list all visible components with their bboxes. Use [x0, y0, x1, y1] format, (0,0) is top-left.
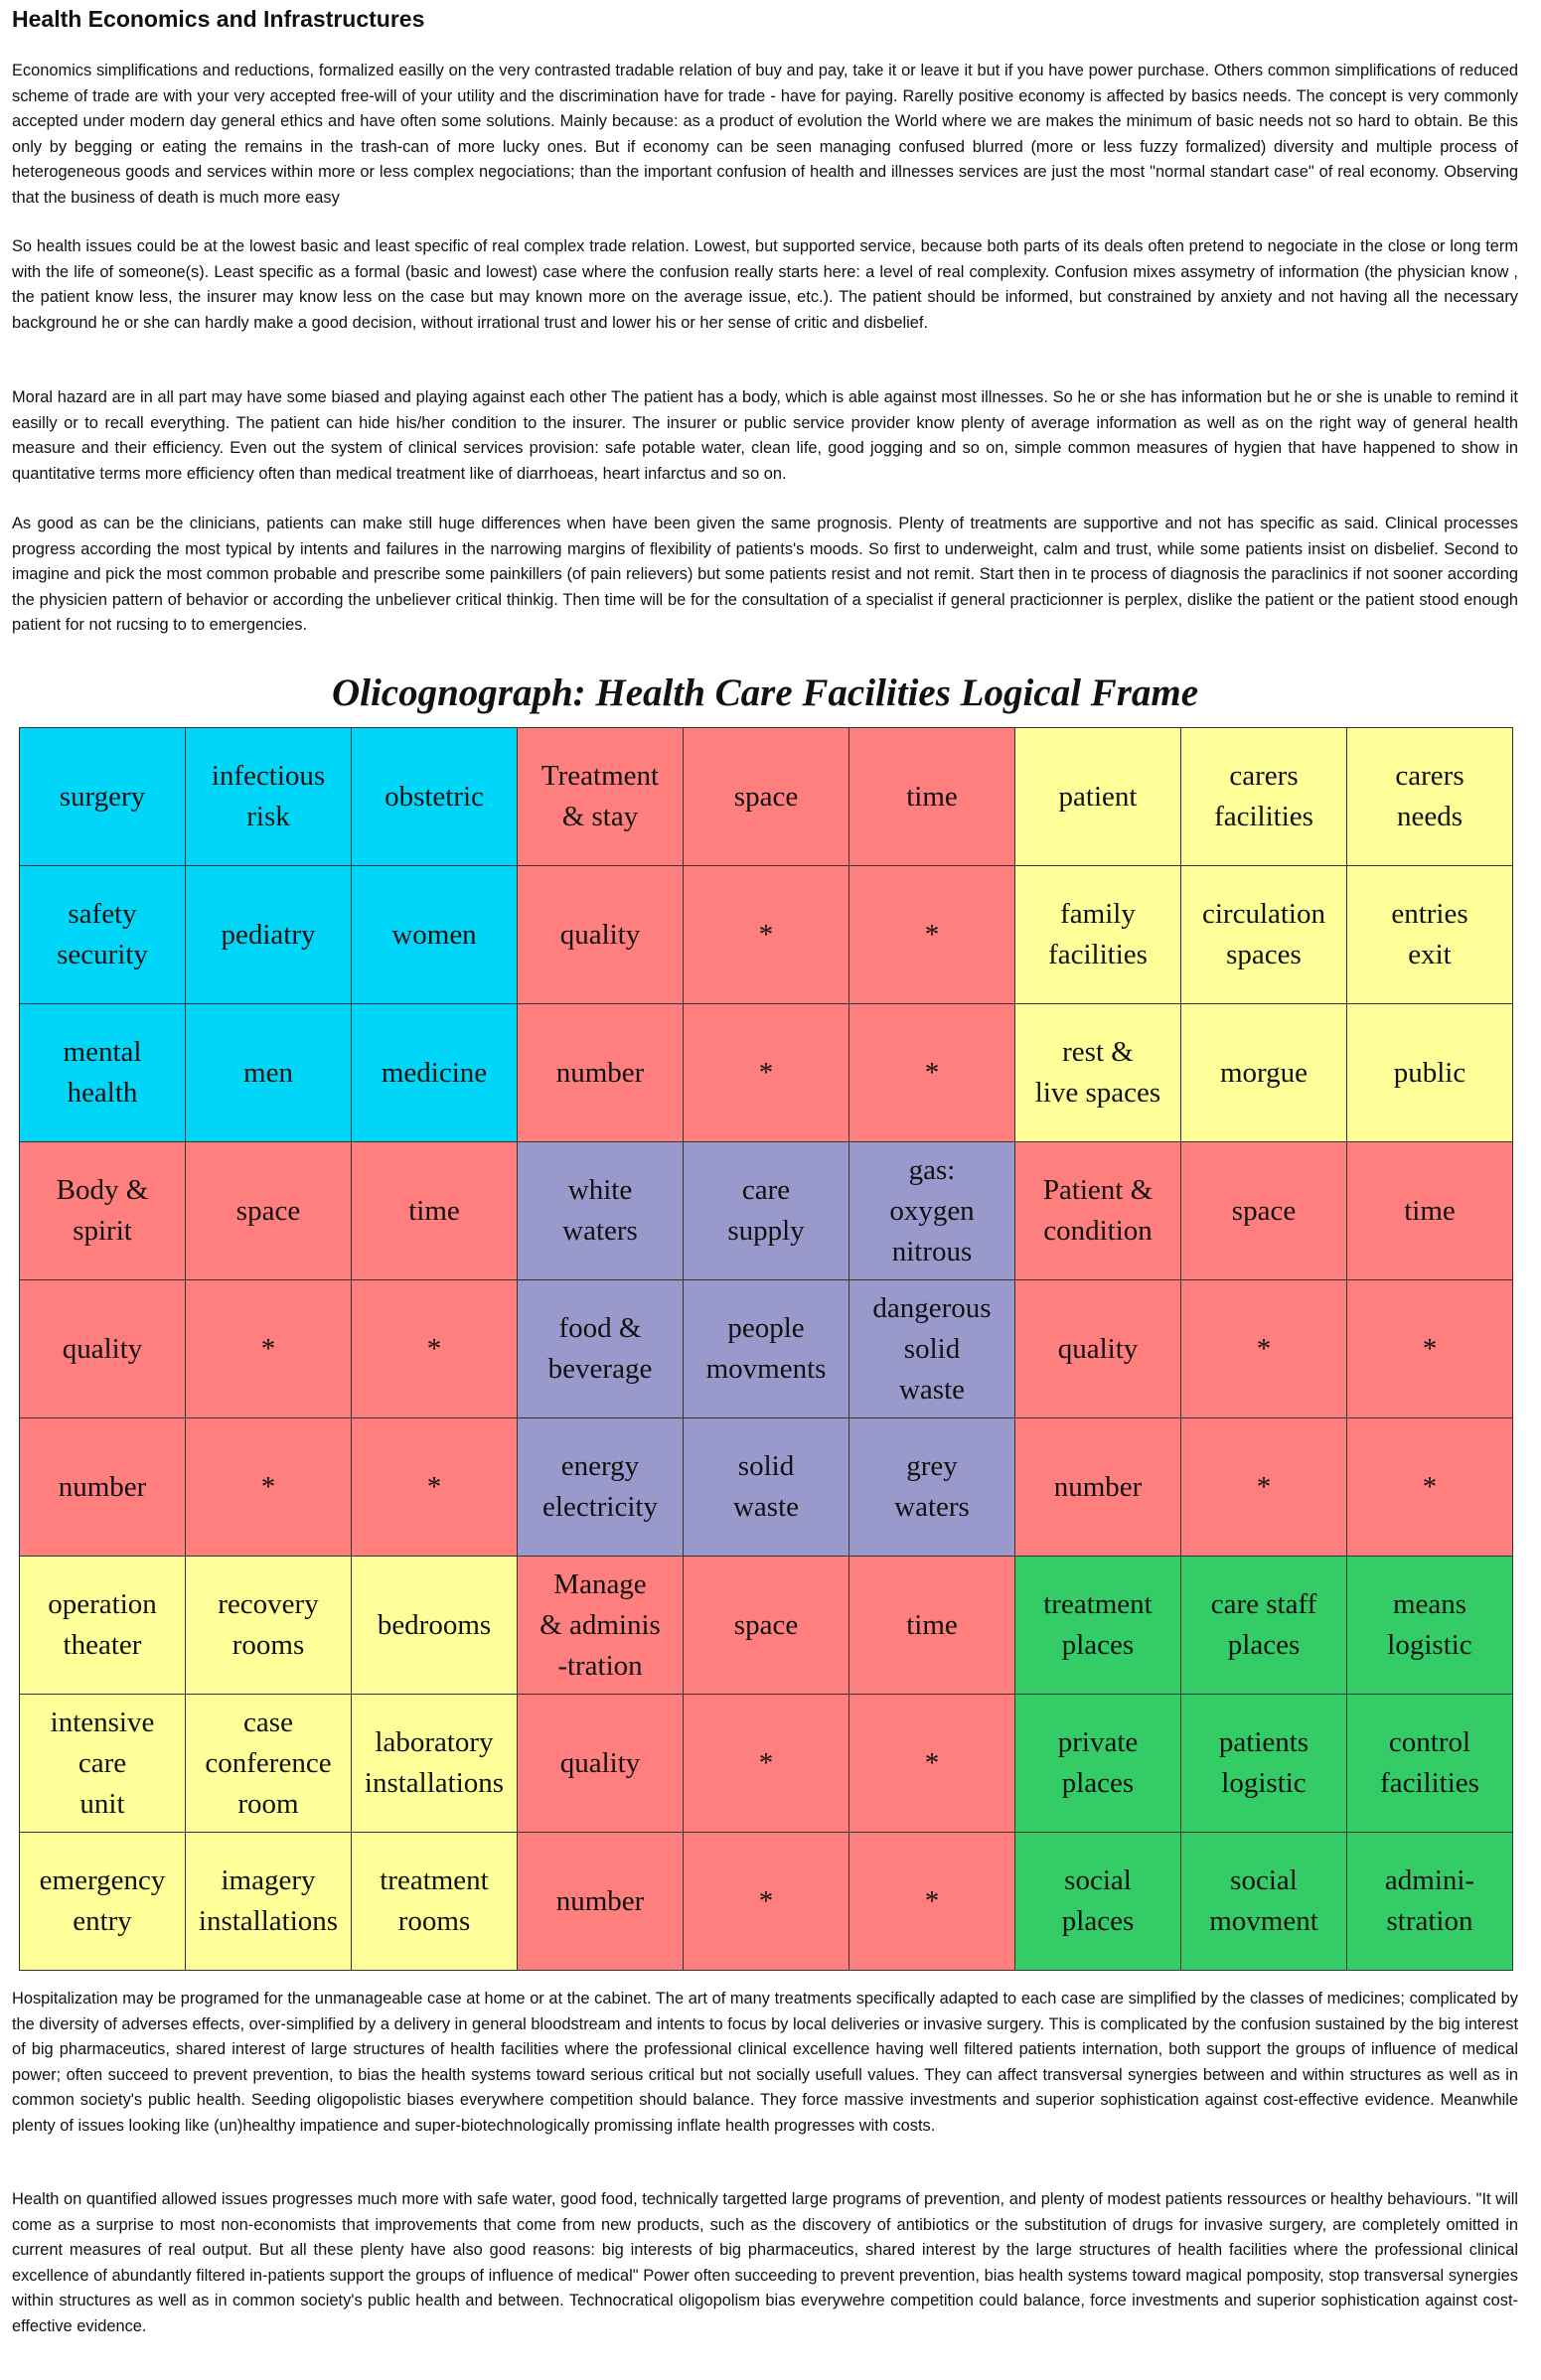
grid-cell: number: [518, 1833, 684, 1971]
grid-cell: dangerous solid waste: [849, 1280, 1015, 1418]
grid-cell: admini- stration: [1347, 1833, 1513, 1971]
grid-cell: number: [518, 1004, 684, 1142]
intro-paragraph-1: Economics simplifications and reductions, formalized easilly on the very contrasted tradable relation of buy and pay, take it or leave it but if you have power purchase. Others common simplifications of reduced scheme of trade are with your very accepted free-will of your utility and the discrimination have for trade - have for paying. Rarelly positive economy is affected by basics needs. The concept is very commonly accepted under modern day general ethics and have often some solutions. Mainly because: as a product of evolution the World where we are makes the minimum of basic needs not so hard to obtain. Be this only by begging or eating the remains in the trash-can of more lucky ones. But if economy can be seen managing confused blurred (more or less fuzzy formalized) diversity and multiple process of heterogeneous goods and services within more or less complex negociations; than the important confusion of health and illnesses services are just the most "normal standart case" of real economy. Observing that the business of death is much more easy: [12, 62, 1518, 207]
grid-cell: Body & spirit: [20, 1142, 186, 1280]
grid-cell: medicine: [352, 1004, 518, 1142]
intro-paragraph-4: As good as can be the clinicians, patients can make still huge differences when have been given the same prognosis. Plenty of treatments are supportive and not has specific as said. Clinical processes progress according the most typical by intents and failures in the narrowing margins of flexibility of patients's moods. So first to underweight, calm and trust, while some patients insist on disbelief. Second to imagine and pick the most common probable and prescribe some painkillers (of pain relievers) but some patients resist and not remit. Start then in te process of diagnosis the paraclinics if not sooner according the physicien pattern of behavior or according the unbeliever critical thinkig. Then time will be for the consultation of a specialist if general practicionner is perplex, dislike the patient or the patient stood enough patient for not rucsing to to emergencies.: [12, 515, 1518, 634]
grid-cell: *: [352, 1280, 518, 1418]
grid-cell: *: [1347, 1280, 1513, 1418]
grid-cell: *: [352, 1418, 518, 1557]
outro-paragraph-2: Health on quantified allowed issues progresses much more with safe water, good food, technically targetted large programs of prevention, and plenty of modest patients ressources or healthy behaviours. "It will come as a surprise to most non-economists that improvements that come from new products, such as the discovery of antibiotics or the substitution of drugs for invasive surgery, are completely omitted in current measures of real output. But all these plenty have also good reasons: big interests of big pharmaceutics, shared interest by the large structures of health facilities where the professional clinical excellence of abundantly filtered in-patients support the groups of influence of medical" Power often succeeding to prevent prevention, bias health systems toward magical pomposity, stop transversal synergies within structures as well as in common society's public health and between. Technocratical oligopolism bias everywehre competition could balance, force investments and superior sophistication against cost-effective evidence.: [12, 2190, 1518, 2335]
grid-cell: circulation spaces: [1181, 866, 1347, 1004]
grid-cell: quality: [518, 1695, 684, 1833]
grid-cell: *: [684, 866, 849, 1004]
grid-cell: *: [684, 1833, 849, 1971]
grid-cell: Treatment & stay: [518, 728, 684, 866]
grid-cell: *: [186, 1280, 352, 1418]
grid-cell: public: [1347, 1004, 1513, 1142]
grid-cell: space: [684, 1557, 849, 1695]
grid-cell: quality: [1015, 1280, 1181, 1418]
grid-cell: social places: [1015, 1833, 1181, 1971]
grid-cell: time: [352, 1142, 518, 1280]
grid-cell: emergency entry: [20, 1833, 186, 1971]
figure-title: Olicognograph: Health Care Facilities Logical Frame: [331, 671, 1199, 714]
grid-cell: entries exit: [1347, 866, 1513, 1004]
grid-cell: social movment: [1181, 1833, 1347, 1971]
grid-cell: intensive care unit: [20, 1695, 186, 1833]
grid-cell: means logistic: [1347, 1557, 1513, 1695]
grid-cell: *: [849, 1695, 1015, 1833]
grid-cell: safety security: [20, 866, 186, 1004]
grid-cell: obstetric: [352, 728, 518, 866]
grid-cell: morgue: [1181, 1004, 1347, 1142]
grid-cell: bedrooms: [352, 1557, 518, 1695]
intro-paragraph-2: So health issues could be at the lowest basic and least specific of real complex trade relation. Lowest, but supported service, because both parts of its deals often pretend to negociate in the close or long term with the life of someone(s). Least specific as a formal (basic and lowest) case where the confusion really starts here: a level of real complexity. Confusion mixes assymetry of information (the physician know , the patient know less, the insurer may know less on the case but may known more on the average issue, etc.). The patient should be informed, but constrained by anxiety and not having all the necessary background he or she can hardly make a good decision, without irrational trust and lower his or her sense of critic and disbelief.: [12, 237, 1518, 332]
grid-cell: energy electricity: [518, 1418, 684, 1557]
logical-frame-grid: [19, 727, 1513, 1971]
grid-cell: space: [1181, 1142, 1347, 1280]
grid-cell: *: [1181, 1280, 1347, 1418]
grid-cell: laboratory installations: [352, 1695, 518, 1833]
grid-cell: mental health: [20, 1004, 186, 1142]
grid-cell: care supply: [684, 1142, 849, 1280]
grid-cell: pediatry: [186, 866, 352, 1004]
grid-cell: treatment places: [1015, 1557, 1181, 1695]
grid-cell: operation theater: [20, 1557, 186, 1695]
grid-cell: gas: oxygen nitrous: [849, 1142, 1015, 1280]
grid-cell: infectious risk: [186, 728, 352, 866]
grid-cell: recovery rooms: [186, 1557, 352, 1695]
grid-cell: surgery: [20, 728, 186, 866]
grid-cell: carers needs: [1347, 728, 1513, 866]
grid-cell: private places: [1015, 1695, 1181, 1833]
grid-cell: space: [186, 1142, 352, 1280]
grid-cell: quality: [518, 866, 684, 1004]
grid-cell: time: [1347, 1142, 1513, 1280]
grid-cell: treatment rooms: [352, 1833, 518, 1971]
grid-cell: carers facilities: [1181, 728, 1347, 866]
grid-cell: quality: [20, 1280, 186, 1418]
grid-cell: patient: [1015, 728, 1181, 866]
grid-cell: men: [186, 1004, 352, 1142]
grid-cell: *: [849, 1004, 1015, 1142]
grid-cell: case conference room: [186, 1695, 352, 1833]
grid-cell: *: [186, 1418, 352, 1557]
outro-paragraph-1: Hospitalization may be programed for the unmanageable case at home or at the cabinet. The art of many treatments specifically adapted to each case are simplified by the classes of medicines; complicated by the diversity of adverses effects, over-simplified by a delivery in general bloodstream and intents to focus by local deliveries or invasive surgery. This is complicated by the confusion sustained by the big interest of big pharmaceutics, shared interest of large structures of health facilities where the professional clinical excellence having well filtered patients internation, both support the groups of influence of medical power; often succeed to prevent prevention, to bias the health systems toward serious critical but not socially usefull values. They can affect transversal synergies between and within structures as well as in common society's public health. Seeding oligopolistic biases everywhere competition should balance. They force massive investments and superior sophistication against cost-effective evidence. Meanwhile plenty of issues looking like (un)healthy impatience and super-biotechnologically promissing inflate health progresses with costs.: [12, 1990, 1518, 2135]
grid-cell: food & beverage: [518, 1280, 684, 1418]
grid-cell: rest & live spaces: [1015, 1004, 1181, 1142]
grid-cell: patients logistic: [1181, 1695, 1347, 1833]
grid-cell: grey waters: [849, 1418, 1015, 1557]
grid-cell: white waters: [518, 1142, 684, 1280]
intro-paragraph-3: Moral hazard are in all part may have some biased and playing against each other The patient has a body, which is able against most illnesses. So he or she has information but he or she is unable to remind it easilly or to recall everything. The patient can hide his/her condition to the insurer. The insurer or public service provider know plenty of average information as well as on the right way of general health measure and their efficiency. Even out the system of clinical services provision: safe potable water, clean life, good jogging and so on, simple common measures of hygien that have happened to show in quantitative terms more efficiency often than medical treatment like of diarrhoeas, heart infarctus and so on.: [12, 388, 1518, 483]
grid-cell: number: [20, 1418, 186, 1557]
grid-cell: people movments: [684, 1280, 849, 1418]
grid-cell: Manage & adminis -tration: [518, 1557, 684, 1695]
page-title: Health Economics and Infrastructures: [12, 6, 425, 32]
grid-cell: *: [1181, 1418, 1347, 1557]
grid-cell: number: [1015, 1418, 1181, 1557]
grid-cell: family facilities: [1015, 866, 1181, 1004]
grid-cell: women: [352, 866, 518, 1004]
grid-cell: solid waste: [684, 1418, 849, 1557]
grid-cell: *: [1347, 1418, 1513, 1557]
grid-cell: Patient & condition: [1015, 1142, 1181, 1280]
grid-cell: *: [684, 1004, 849, 1142]
grid-cell: care staff places: [1181, 1557, 1347, 1695]
grid-cell: *: [849, 866, 1015, 1004]
grid-cell: control facilities: [1347, 1695, 1513, 1833]
grid-cell: *: [684, 1695, 849, 1833]
grid-cell: space: [684, 728, 849, 866]
grid-cell: time: [849, 1557, 1015, 1695]
grid-cell: time: [849, 728, 1015, 866]
grid-cell: imagery installations: [186, 1833, 352, 1971]
grid-cell: *: [849, 1833, 1015, 1971]
